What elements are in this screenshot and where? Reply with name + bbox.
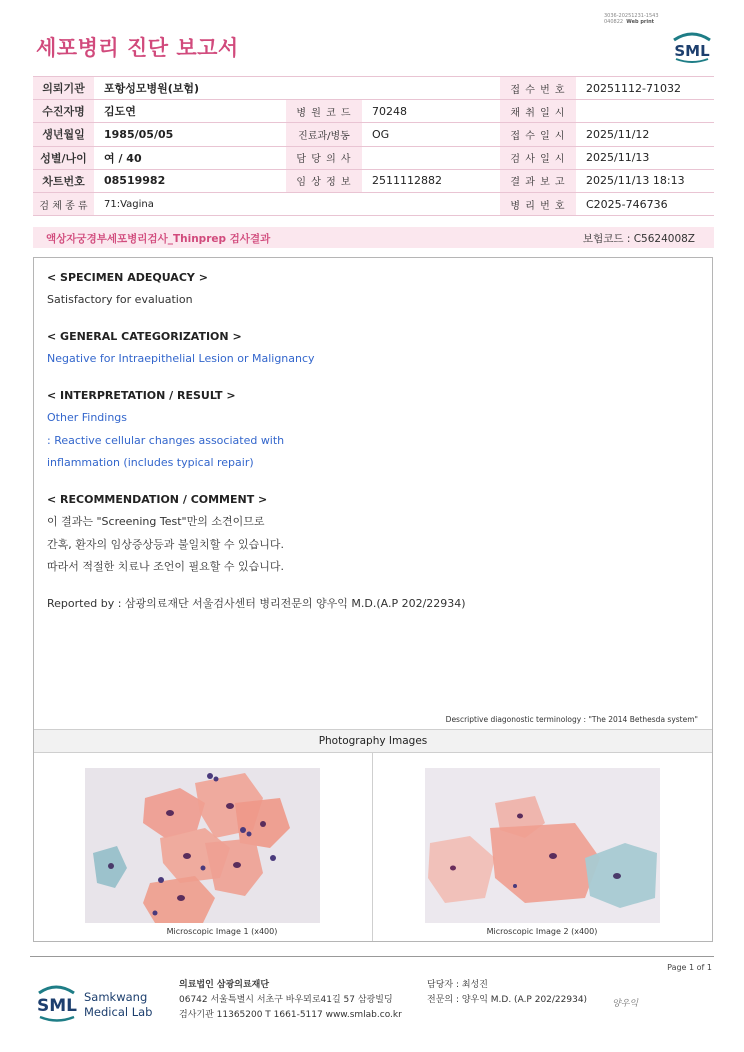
label-specimen-type: 검 체 종 류	[33, 192, 94, 215]
label-pathology-number: 병 리 번 호	[500, 192, 576, 215]
footer-divider	[30, 956, 714, 957]
info-row	[33, 123, 714, 146]
value-department: OG	[362, 123, 500, 146]
recommendation-line-1: 이 결과는 "Screening Test"만의 소견이므로	[47, 515, 265, 528]
value-specimen-type: 71:Vagina	[94, 192, 286, 215]
value-clinical-info: 2511112882	[362, 169, 500, 192]
label-result-report: 결 과 보 고	[500, 169, 576, 192]
microscopic-image-1	[85, 768, 320, 923]
image-2-caption: Microscopic Image 2 (x400)	[486, 927, 598, 936]
interpretation-line-1: Other Findings	[47, 411, 128, 424]
empty-cell	[286, 77, 362, 100]
value-requesting-org: 포항성모병원(보험)	[94, 77, 286, 100]
empty-cell	[362, 77, 500, 100]
recommendation-heading: < RECOMMENDATION / COMMENT >	[47, 493, 268, 506]
value-receipt-number: 20251112-71032	[576, 77, 714, 100]
interpretation-line-3: inflammation (includes typical repair)	[47, 456, 254, 469]
label-physician: 담 당 의 사	[286, 146, 362, 169]
label-department: 진료과/병동	[286, 123, 362, 146]
page-number: Page 1 of 1	[667, 963, 712, 972]
info-row	[33, 192, 714, 215]
value-result-report: 2025/11/13 18:13	[576, 169, 714, 192]
sml-logo-text: SML	[674, 42, 710, 60]
value-sex-age: 여 / 40	[94, 146, 286, 169]
insurance-code: 보험코드 : C5624008Z	[582, 233, 695, 245]
label-test-date: 검 사 일 시	[500, 146, 576, 169]
reported-by: Reported by : 삼광의료재단 서울검사센터 병리전문의 양우익 M.D.(A.P 202/22934)	[47, 597, 466, 610]
label-birth-date: 생년월일	[33, 123, 94, 146]
specimen-adequacy-text: Satisfactory for evaluation	[47, 293, 193, 306]
result-box	[33, 257, 713, 942]
samkwang-logo	[36, 979, 176, 1027]
footer-specialist: 전문의 : 양우익 M.D. (A.P 202/22934)	[427, 995, 588, 1005]
info-row	[33, 100, 714, 123]
footer-contact: 검사기관 11365200 T 1661-5117 www.smlab.co.kr	[179, 1010, 402, 1020]
value-patient-name: 김도연	[94, 100, 286, 123]
label-requesting-org: 의뢰기관	[33, 77, 94, 100]
info-row	[33, 77, 714, 100]
signature: 양우익	[612, 999, 639, 1009]
sml-logo	[668, 26, 716, 64]
label-clinical-info: 임 상 정 보	[286, 169, 362, 192]
terminology-note: Descriptive diagonostic terminology : "The 2014 Bethesda system"	[445, 715, 698, 724]
value-birth-date: 1985/05/05	[94, 123, 286, 146]
specimen-adequacy-heading: < SPECIMEN ADEQUACY >	[47, 271, 208, 284]
footer-org-name: 의료법인 삼광의료재단	[179, 980, 270, 990]
label-chart-number: 차트번호	[33, 169, 94, 192]
footer-address: 06742 서울특별시 서초구 바우뫼로41길 57 삼광빌딩	[179, 995, 393, 1005]
label-collection-date: 채 취 일 시	[500, 100, 576, 123]
recommendation-line-3: 따라서 적절한 치료나 조언이 필요할 수 있습니다.	[47, 560, 284, 573]
footer-org-info	[179, 978, 402, 1023]
info-row	[33, 169, 714, 192]
general-categorization-heading: < GENERAL CATEGORIZATION >	[47, 330, 242, 343]
value-test-date: 2025/11/13	[576, 146, 714, 169]
label-sex-age: 성별/나이	[33, 146, 94, 169]
general-categorization-text: Negative for Intraepithelial Lesion or Malignancy	[47, 352, 315, 365]
value-hospital-code: 70248	[362, 100, 500, 123]
footer-logo-name-1: Samkwang	[84, 990, 148, 1004]
exam-bar	[33, 227, 714, 248]
footer-staff-info	[427, 978, 587, 1008]
photo-divider	[372, 753, 373, 941]
label-patient-name: 수진자명	[33, 100, 94, 123]
interpretation-line-2: : Reactive cellular changes associated with	[47, 434, 285, 447]
interpretation-heading: < INTERPRETATION / RESULT >	[47, 389, 236, 402]
value-collection-date	[576, 100, 714, 123]
value-receipt-date: 2025/11/12	[576, 123, 714, 146]
image-1-caption: Microscopic Image 1 (x400)	[166, 927, 278, 936]
recommendation-line-2: 간혹, 환자의 임상증상등과 불일치할 수 있습니다.	[47, 538, 284, 551]
label-receipt-number: 접 수 번 호	[500, 77, 576, 100]
page-title: 세포병리 진단 보고서	[36, 36, 239, 60]
info-row	[33, 146, 714, 169]
label-receipt-date: 접 수 일 시	[500, 123, 576, 146]
footer-logo-name-2: Medical Lab	[84, 1005, 153, 1019]
patient-info-table	[33, 76, 714, 216]
value-physician	[362, 146, 500, 169]
label-hospital-code: 병 원 코 드	[286, 100, 362, 123]
print-id: 3036-20251231-1543 040822 Web print	[604, 13, 659, 25]
value-chart-number: 08519982	[94, 169, 286, 192]
empty-cell	[362, 192, 500, 215]
empty-cell	[286, 192, 362, 215]
exam-name: 액상자궁경부세포병리검사_Thinprep 검사결과	[46, 233, 271, 245]
microscopic-image-2	[425, 768, 660, 923]
footer-logo-abbr: SML	[37, 996, 77, 1016]
value-pathology-number: C2025-746736	[576, 192, 714, 215]
photography-header: Photography Images	[34, 729, 712, 753]
footer-staff: 담당자 : 최성진	[427, 980, 488, 990]
